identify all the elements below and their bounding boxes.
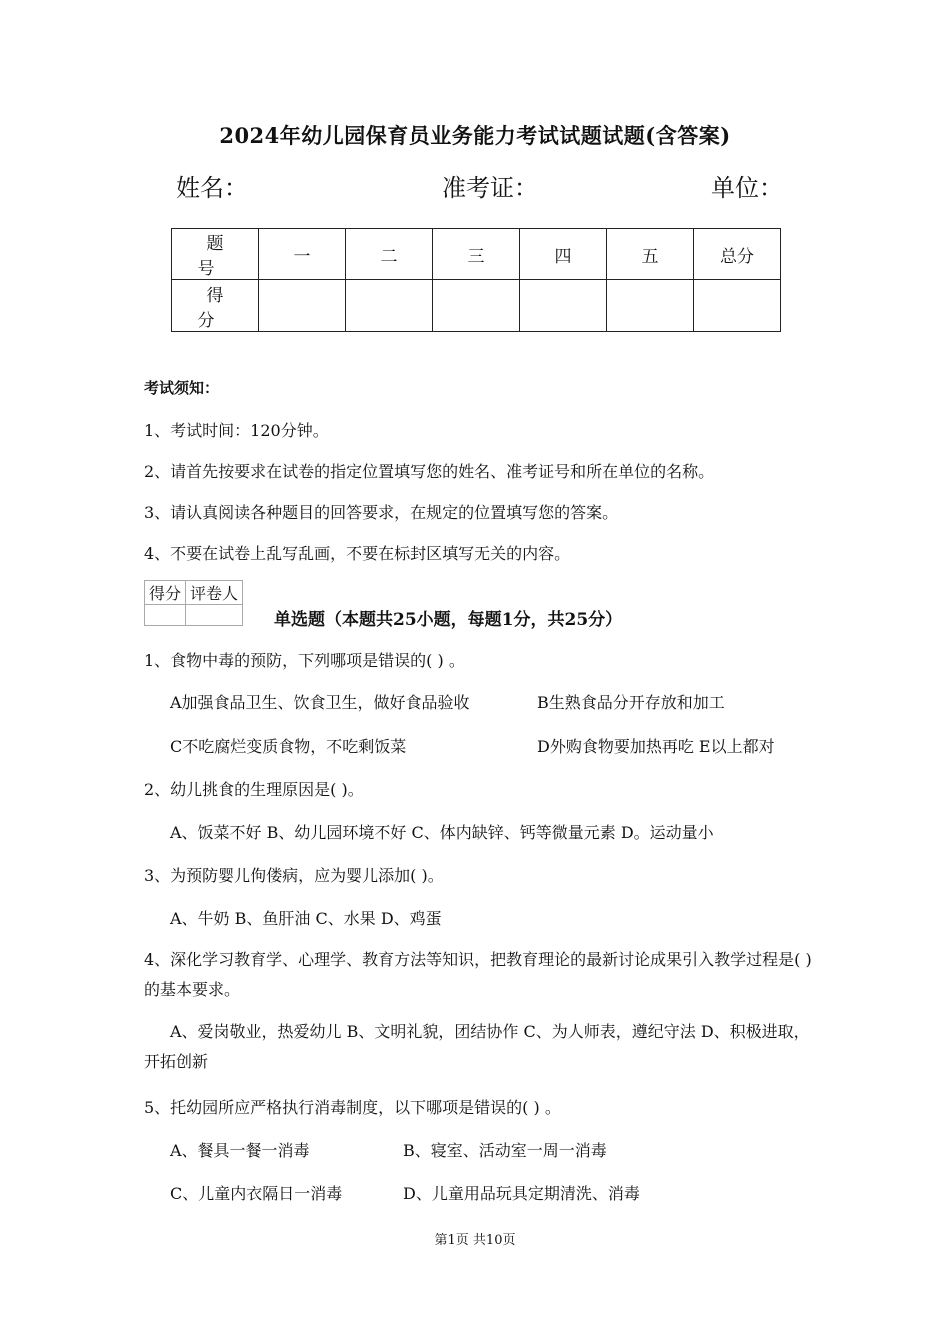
section-2-header: 二 bbox=[346, 229, 433, 280]
question-5-stem: 5、托幼园所应严格执行消毒制度，以下哪项是错误的( ) 。 bbox=[144, 1098, 561, 1117]
grader-name-cell[interactable] bbox=[186, 605, 243, 626]
grader-score-label: 得分 bbox=[145, 581, 186, 605]
notes-heading: 考试须知： bbox=[144, 379, 220, 397]
name-label: 姓名： bbox=[176, 174, 248, 202]
question-4-stem: 4、深化学习教育学、心理学、教育方法等知识，把教育理论的最新讨论成果引入教学过程是( )的基本要求。 bbox=[144, 950, 812, 999]
question-4-options: A、爱岗敬业，热爱幼儿 B、文明礼貌，团结协作 C、为人师表，遵纪守法 D、积极进取，开拓创新 bbox=[144, 1022, 810, 1071]
section-4-header: 四 bbox=[520, 229, 607, 280]
score-cell-1[interactable] bbox=[259, 280, 346, 332]
score-cell-total[interactable] bbox=[694, 280, 781, 332]
score-cell-5[interactable] bbox=[607, 280, 694, 332]
question-5-option-b: B、寝室、活动室一周一消毒 bbox=[403, 1141, 607, 1160]
section-5-header: 五 bbox=[607, 229, 694, 280]
score-table-header-row bbox=[172, 229, 781, 280]
section-title: 单选题（本题共25小题，每题1分，共25分） bbox=[274, 610, 623, 630]
section-3-header: 三 bbox=[433, 229, 520, 280]
total-header: 总分 bbox=[694, 229, 781, 280]
question-2-options: A、饭菜不好 B、幼儿园环境不好 C、体内缺锌、钙等微量元素 D。运动量小 bbox=[170, 823, 714, 842]
grader-box bbox=[144, 580, 243, 626]
grader-name-label: 评卷人 bbox=[186, 581, 243, 605]
score-label: 得 分 bbox=[172, 280, 259, 332]
score-cell-4[interactable] bbox=[520, 280, 607, 332]
question-1-option-a: A加强食品卫生、饮食卫生，做好食品验收 bbox=[170, 693, 470, 712]
question-5-option-a: A、餐具一餐一消毒 bbox=[170, 1141, 310, 1160]
question-1-option-b: B生熟食品分开存放和加工 bbox=[537, 693, 725, 712]
question-3-stem: 3、为预防婴儿佝偻病，应为婴儿添加( )。 bbox=[144, 866, 444, 885]
note-item-2: 2、请首先按要求在试卷的指定位置填写您的姓名、准考证号和所在单位的名称。 bbox=[144, 462, 715, 481]
score-cell-2[interactable] bbox=[346, 280, 433, 332]
question-5-option-d: D、儿童用品玩具定期清洗、消毒 bbox=[403, 1184, 640, 1203]
question-2-stem: 2、幼儿挑食的生理原因是( )。 bbox=[144, 780, 364, 799]
question-3-options: A、牛奶 B、鱼肝油 C、水果 D、鸡蛋 bbox=[170, 909, 442, 928]
note-item-3: 3、请认真阅读各种题目的回答要求，在规定的位置填写您的答案。 bbox=[144, 503, 619, 522]
note-item-4: 4、不要在试卷上乱写乱画，不要在标封区填写无关的内容。 bbox=[144, 544, 571, 563]
score-table-score-row bbox=[172, 280, 781, 332]
question-1-stem: 1、食物中毒的预防，下列哪项是错误的( ) 。 bbox=[144, 651, 465, 670]
question-1-option-d: D外购食物要加热再吃 E以上都对 bbox=[537, 737, 775, 756]
question-number-header: 题 号 bbox=[172, 229, 259, 280]
question-1-option-c: C不吃腐烂变质食物，不吃剩饭菜 bbox=[170, 737, 407, 756]
note-item-1: 1、考试时间：120分钟。 bbox=[144, 421, 329, 440]
page-footer: 第1页 共10页 bbox=[434, 1233, 516, 1248]
unit-label: 单位： bbox=[711, 174, 783, 202]
grader-score-cell[interactable] bbox=[145, 605, 186, 626]
score-cell-3[interactable] bbox=[433, 280, 520, 332]
document-title: 2024年幼儿园保育员业务能力考试试题试题(含答案) bbox=[219, 123, 731, 148]
score-table bbox=[171, 228, 781, 332]
question-5-option-c: C、儿童内衣隔日一消毒 bbox=[170, 1184, 343, 1203]
exam-number-label: 准考证： bbox=[442, 174, 538, 202]
section-1-header: 一 bbox=[259, 229, 346, 280]
